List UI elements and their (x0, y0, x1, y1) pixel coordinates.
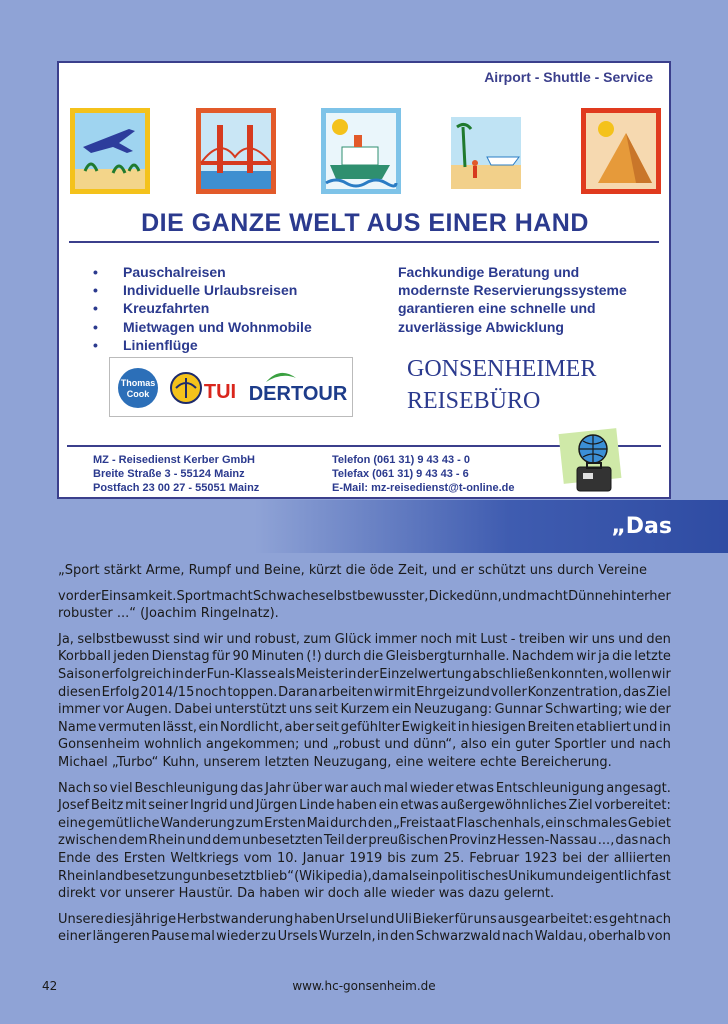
thomas-cook-logo-line1: Thomas (120, 378, 156, 388)
tui-logo: TUI (203, 381, 237, 403)
cruise-ship-icon (320, 107, 402, 195)
paragraph: Unsere diesjährige Herbstwanderung haben Ursel und Uli Bieker für uns ausgearbeitet: es geht nach einer längeren Pause mal wieder zu Ursels Wurzeln, in den Schwarzwald nach Waldau, oberhalb von (58, 911, 671, 945)
ad-headline: DIE GANZE WELT AUS EINER HAND (141, 209, 589, 237)
service-list (93, 263, 312, 354)
ad-tagline: Airport - Shuttle - Service (484, 69, 653, 85)
bullet-icon: • (93, 282, 98, 299)
paragraph: vor der Einsamkeit. Sport macht Schwache selbstbewusster, Dicke dünn, und macht Dünne hinterher robuster ...“ (Joachim Ringelnatz). (58, 588, 671, 622)
website-url: www.hc-gonsenheim.de (292, 979, 436, 993)
thomas-cook-logo-line2: Cook (126, 389, 150, 399)
company-address: MZ - Reisedienst Kerber GmbH Breite Straße 3 - 55124 Mainz Postfach 23 00 27 - 55051 Mainz (93, 454, 260, 494)
list-item: • Pauschalreisen (93, 264, 226, 280)
partner-logos (109, 357, 353, 417)
travel-illustrations (69, 107, 663, 203)
section-title: „Das (611, 514, 672, 539)
bullet-icon: • (93, 300, 98, 317)
travel-advertisement (57, 61, 671, 499)
bullet-icon: • (93, 264, 98, 280)
dertour-logo: DERTOUR (248, 383, 348, 405)
agency-name: GONSENHEIMER REISEBÜRO (407, 356, 597, 414)
paragraph: Nach so viel Beschleunigung das Jahr über war auch mal wieder etwas Entschleunigung angesagt. Josef Beitz mit seiner Ingrid und Jürgen Linde haben ein etwas außergewöhnliches Ziel vorbereitet: eine gemütliche Wanderung zum Ersten Mai durch den „Freistaat Flaschenhals, ein schmales Gebiet zwischen dem Rhein und dem unbesetzten Teil der preußischen Provinz Hessen-Nassau ..., das nach Ende des Ersten Weltkriegs vom 10. Januar 1919 bis zum 25. Februar 1923 bei der alliierten Rheinlandbesetzung unbesetzt blieb“ (Wikipedia), damals ein politisches Unikum und eigentlich fast direkt vor unserer Haustür. Da haben wir doch alle wieder was dazu gelernt. (58, 780, 671, 902)
pyramid-icon (580, 107, 662, 195)
company-contact: Telefon (061 31) 9 43 43 - 0 Telefax (061 31) 9 43 43 - 6 E-Mail: mz-reisedienst@t-online.de (332, 454, 515, 494)
bullet-icon: • (93, 318, 98, 335)
globe-suitcase-icon (553, 427, 633, 497)
list-item: • Individuelle Urlaubsreisen (93, 282, 298, 299)
advice-text: Fachkundige Beratung und modernste Reservierungssysteme garantieren eine schnelle und zuverlässige Abwicklung (398, 264, 627, 335)
golden-gate-bridge-icon (195, 107, 277, 195)
paragraph: „Sport stärkt Arme, Rumpf und Beine, kürzt die öde Zeit, und er schützt uns durch Vereine (58, 563, 647, 578)
list-item: • Mietwagen und Wohnmobile (93, 318, 312, 335)
partner-logos-graphic (110, 358, 352, 416)
bullet-icon: • (93, 336, 98, 353)
beach-yacht-icon (445, 107, 527, 195)
article-body (58, 562, 671, 954)
paragraph: Ja, selbstbewusst sind wir und robust, zum Glück immer noch mit Lust - treiben wir uns und den Korbball jeden Dienstag für 90 Minuten (!) durch die Gleisbergturnhalle. Nachdem wir ja die letzte Saison erfolgreich in der Fun-Klasse als Meister in der Einzelwertung abschließen konnten, wollen wir diesen Erfolg 2014/15 noch toppen. Daran arbeiten wir mit Ehrgeiz und voller Konzentration, das Ziel immer vor Augen. Dabei unterstützt uns seit Kurzem ein Neuzugang: Gunnar Schwarting; wie der Name vermuten lässt, ein Nordlicht, aber seit gefühlter Ewigkeit in hiesigen Breiten etabliert und in Gonsenheim wohnlich angekommen; und „robust und dünn“, also ein guter Sportler und nach Michael „Turbo“ Kuhn, unserem letzten Neuzugang, eine weitere echte Bereicherung. (58, 631, 671, 770)
list-item: • Linienflüge (93, 336, 198, 353)
airplane-icon (69, 107, 151, 195)
list-item: • Kreuzfahrten (93, 300, 210, 317)
page-number: 42 (42, 979, 58, 993)
headline-divider (69, 241, 659, 243)
